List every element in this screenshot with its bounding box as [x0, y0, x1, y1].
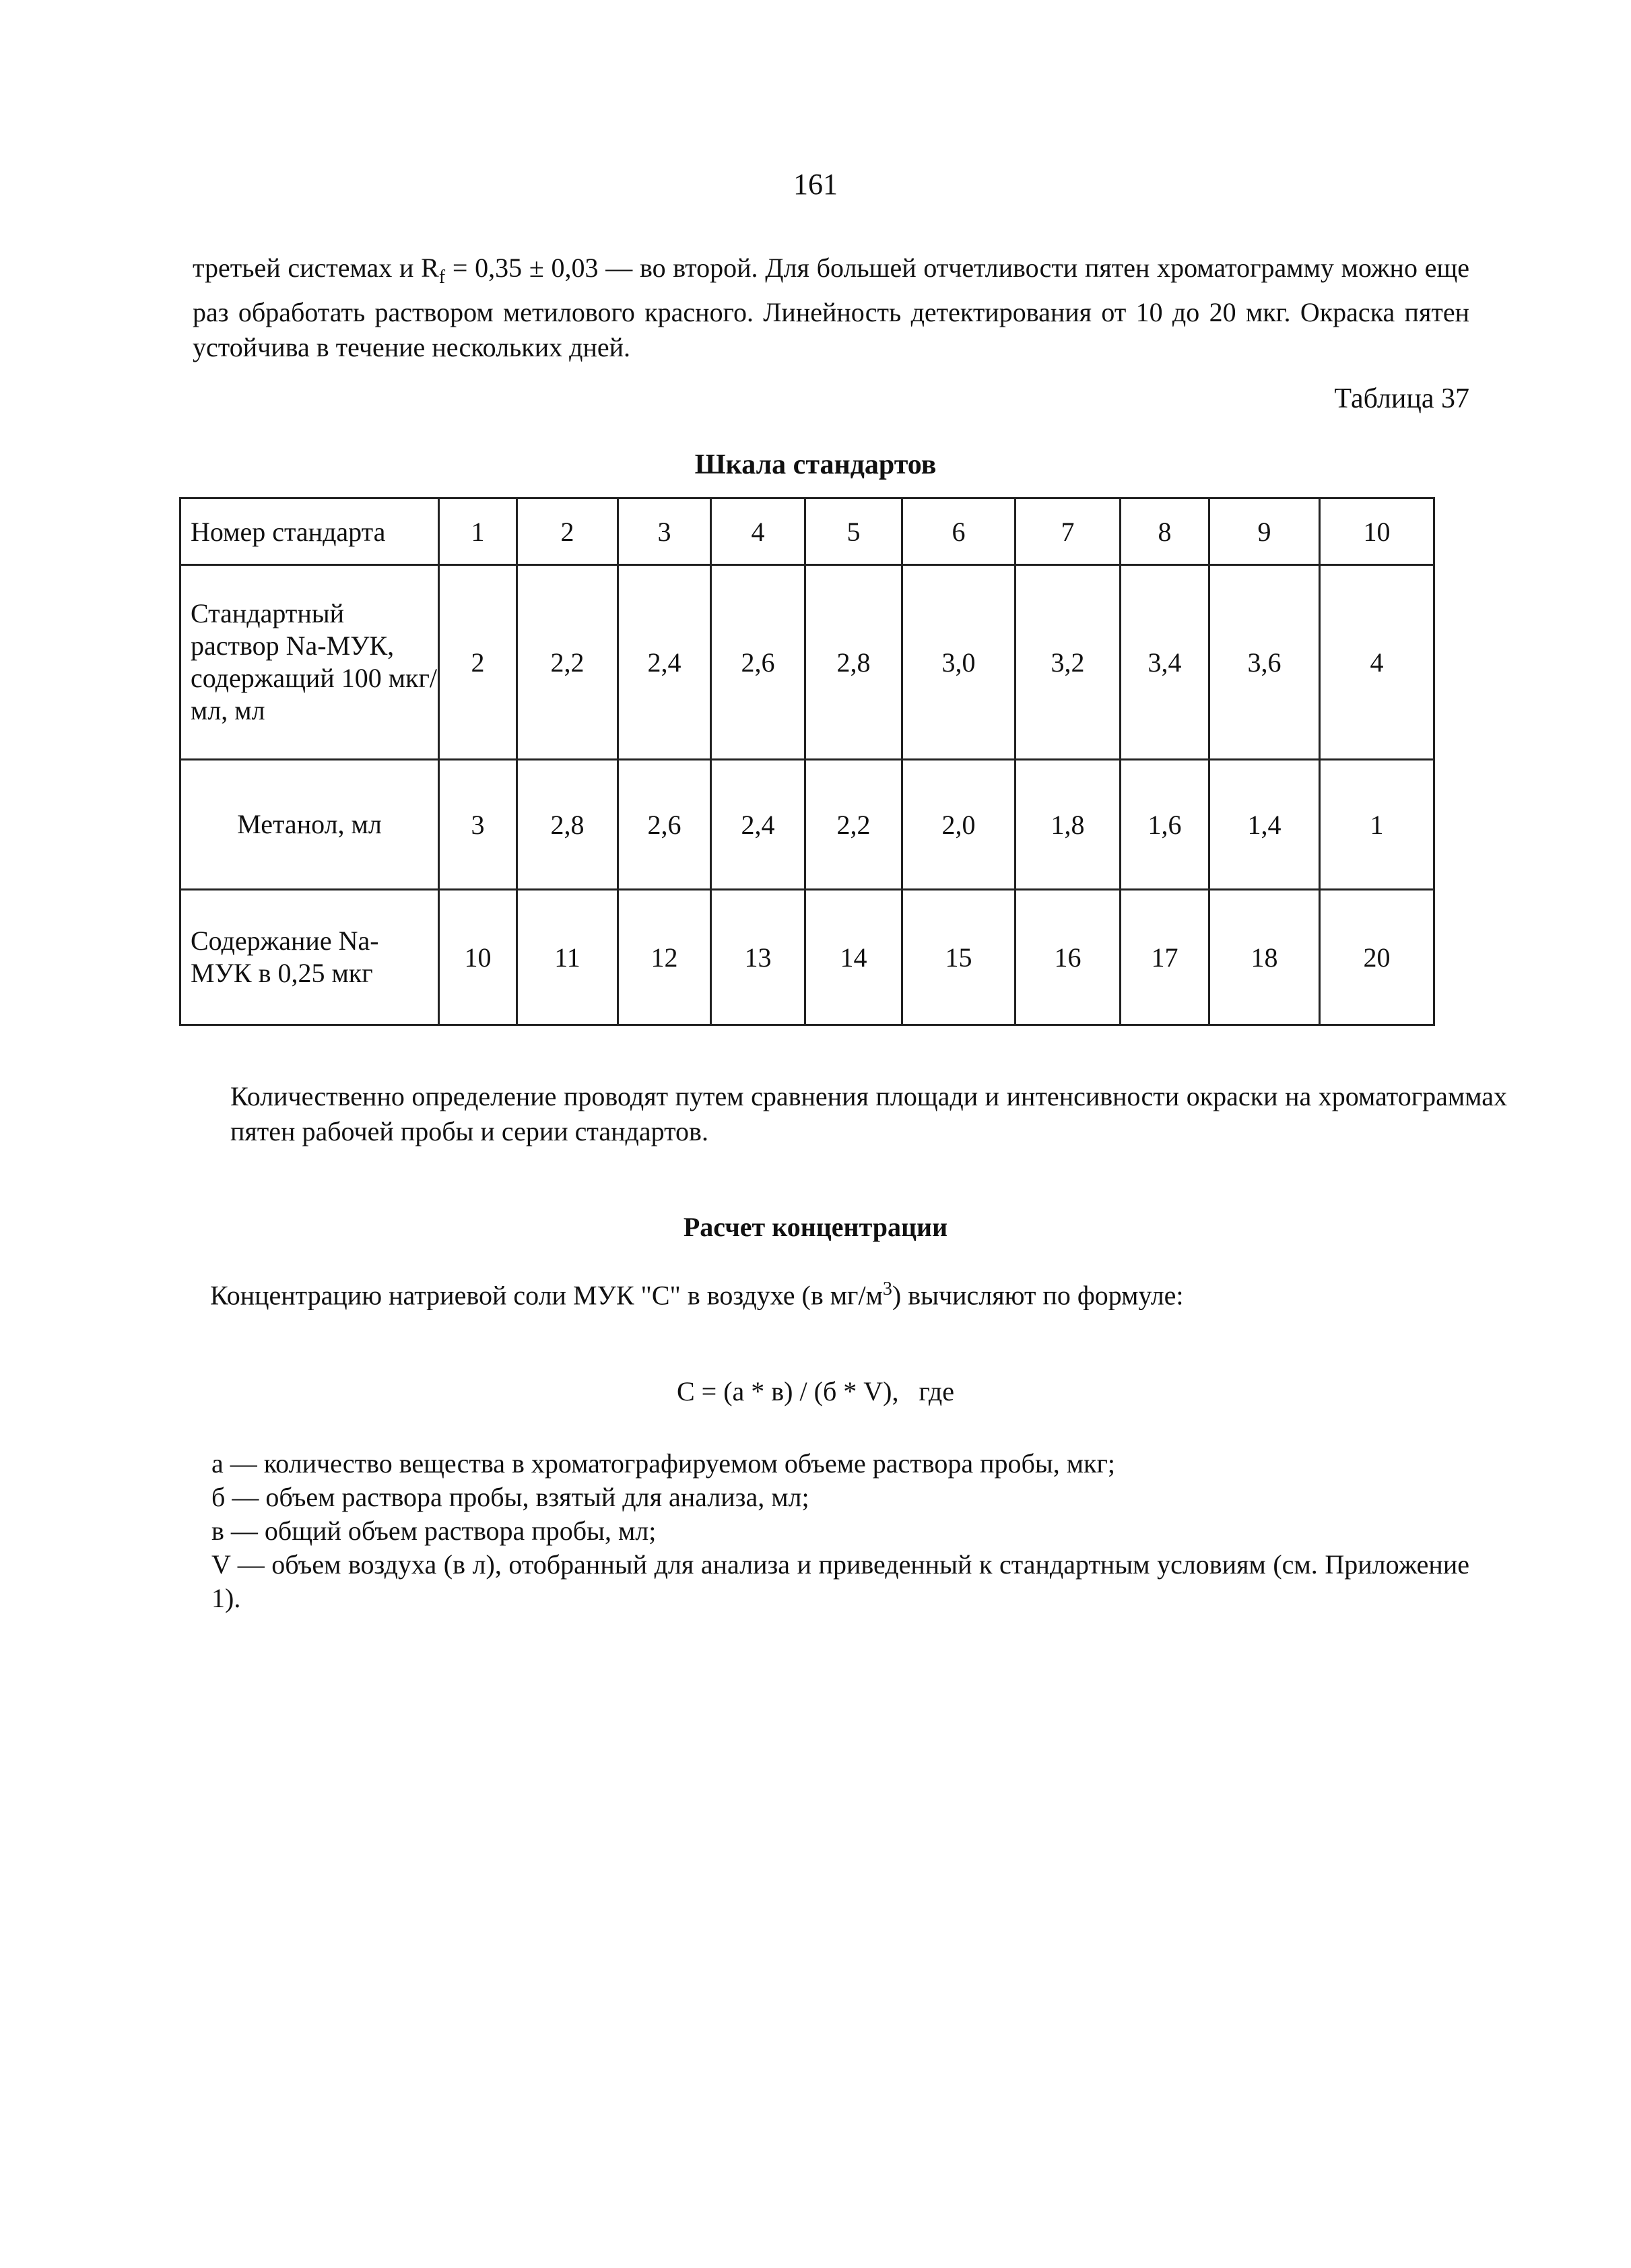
table-cell: 3,0	[902, 565, 1016, 760]
section-title-calculation: Расчет концентрации	[683, 1212, 948, 1242]
table-row	[180, 760, 1434, 890]
table-cell: 17	[1121, 890, 1209, 1025]
table-cell: 2,0	[902, 760, 1016, 890]
table-cell: 2,2	[517, 565, 618, 760]
table-cell: 20	[1320, 890, 1434, 1025]
header-cell: 6	[902, 498, 1016, 565]
table-cell: 2,8	[805, 565, 902, 760]
table-cell: 3,2	[1016, 565, 1121, 760]
definition-a: а — количество вещества в хроматографируемом объеме раствора пробы, мкг;	[211, 1448, 1116, 1479]
header-cell: 9	[1209, 498, 1320, 565]
formula-intro-part1: Концентрацию натриевой соли МУК "С" в воздухе (в мг/м	[210, 1280, 883, 1311]
header-cell: 4	[711, 498, 805, 565]
table-cell: 15	[902, 890, 1016, 1025]
table-cell: 16	[1016, 890, 1121, 1025]
header-cell: 7	[1016, 498, 1121, 565]
table-cell: 1,6	[1121, 760, 1209, 890]
definition-b: б — объем раствора пробы, взятый для анализа, мл;	[211, 1482, 809, 1512]
table-cell: 12	[618, 890, 711, 1025]
concentration-formula: С = (а * в) / (б * V), где	[676, 1376, 955, 1406]
header-cell: 8	[1121, 498, 1209, 565]
table-cell: 3,6	[1209, 565, 1320, 760]
table-cell: 2,4	[618, 565, 711, 760]
header-cell: 1	[439, 498, 517, 565]
table-cell: 4	[1320, 565, 1434, 760]
header-cell: 10	[1320, 498, 1434, 565]
header-cell: 2	[517, 498, 618, 565]
formula-intro-part2: ) вычисляют по формуле:	[892, 1280, 1184, 1311]
table-cell: 2,4	[711, 760, 805, 890]
table-cell: 13	[711, 890, 805, 1025]
table-cell: 14	[805, 890, 902, 1025]
table-cell: 3,4	[1121, 565, 1209, 760]
table-row	[180, 565, 1434, 760]
table-cell: 3	[439, 760, 517, 890]
definition-v: в — общий объем раствора пробы, мл;	[211, 1516, 657, 1546]
table-cell: 2	[439, 565, 517, 760]
table-cell: 10	[439, 890, 517, 1025]
header-label-cell: Номер стандарта	[180, 498, 439, 565]
table-cell: 1,4	[1209, 760, 1320, 890]
after-table-paragraph: Количественно определение проводят путем сравнения площади и интенсивности окраски на хроматограммах пятен рабочей пробы и серии стандартов.	[230, 1081, 1507, 1146]
table-header-row	[180, 498, 1434, 565]
header-cell: 3	[618, 498, 711, 565]
table-cell: 2,6	[711, 565, 805, 760]
intro-paragraph	[193, 251, 1469, 365]
table-title: Шкала стандартов	[694, 449, 937, 480]
table-cell: 2,8	[517, 760, 618, 890]
table-row	[180, 890, 1434, 1025]
table-cell: 2,2	[805, 760, 902, 890]
table-cell: 1,8	[1016, 760, 1121, 890]
rf-subscript: f	[438, 267, 446, 288]
table-cell: 18	[1209, 890, 1320, 1025]
intro-text-part2: = 0,35 ± 0,03 — во второй. Для большей отчетливости пятен хроматограмму можно еще раз обработать раствором метилового красного. Линейность детектирования от 10 до 20 мкг. Окраска пятен устойчива в течение нескольких дней.	[193, 253, 1469, 362]
definition-volume: V — объем воздуха (в л), отобранный для анализа и приведенный к стандартным условиям (см. Приложение 1).	[211, 1549, 1469, 1613]
table-number-label: Таблица 37	[1334, 383, 1469, 414]
table-cell: 2,6	[618, 760, 711, 890]
variable-definitions	[193, 1447, 1469, 1615]
standards-table	[179, 497, 1435, 1026]
row-label-content: Содержание Na-МУК в 0,25 мкг	[180, 890, 439, 1025]
table-cell: 1	[1320, 760, 1434, 890]
intro-text-part1: третьей системах и R	[193, 253, 439, 283]
page-number: 161	[793, 168, 838, 201]
row-label-methanol: Метанол, мл	[180, 760, 439, 890]
table-cell: 11	[517, 890, 618, 1025]
header-cell: 5	[805, 498, 902, 565]
formula-intro	[210, 1278, 1184, 1311]
cubic-superscript: 3	[882, 1278, 892, 1299]
row-label-standard-solution: Стандартный раствор Na-МУК, содержащий 100 мкг/мл, мл	[180, 565, 439, 760]
